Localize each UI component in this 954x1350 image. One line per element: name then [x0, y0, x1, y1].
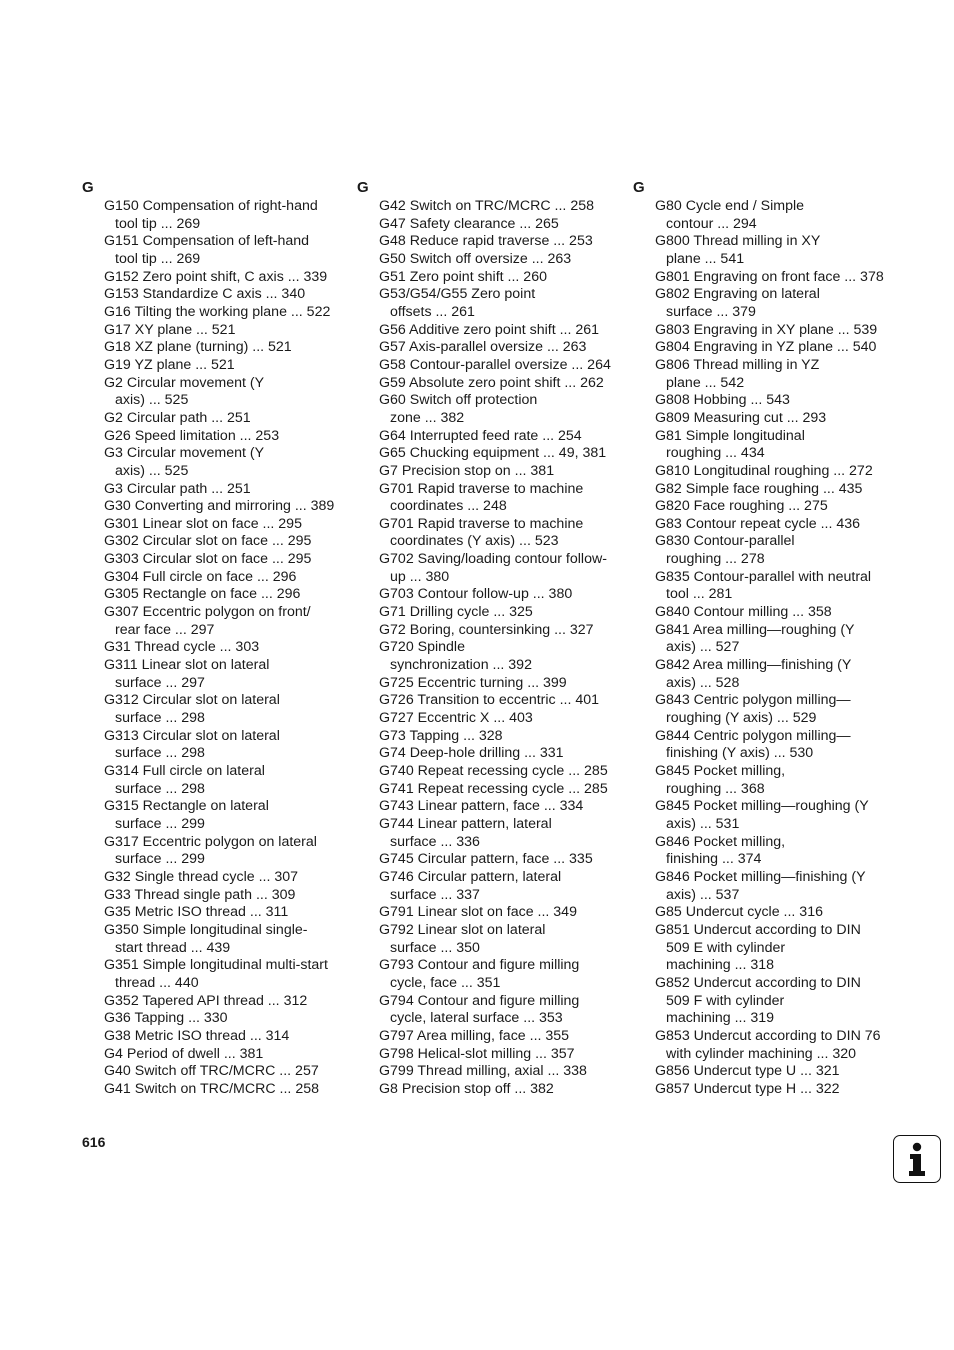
index-entry-text: G845 Pocket milling, — [655, 763, 786, 779]
index-entry-continuation: coordinates ... 248 — [390, 498, 507, 515]
index-entry-text: G351 Simple longitudinal multi-start — [104, 957, 328, 974]
index-entry-continuation: tool ... 281 — [666, 586, 733, 603]
index-entry-text: G743 Linear pattern, face ... 334 — [379, 798, 584, 815]
index-entry-continuation: cycle, lateral surface ... 353 — [390, 1010, 563, 1027]
index-entry-text: G57 Axis-parallel oversize ... 263 — [379, 339, 587, 356]
index-entry — [104, 481, 344, 499]
index-entry — [655, 357, 895, 392]
index-entry-continuation: axis) ... 528 — [666, 674, 740, 691]
index-entry — [104, 922, 344, 957]
index-entry — [379, 586, 619, 604]
index-entry-continuation: contour ... 294 — [666, 215, 757, 232]
index-entry — [104, 375, 344, 410]
index-entry-text: G59 Absolute zero point shift ... 262 — [379, 374, 604, 391]
index-entry-text: G809 Measuring cut ... 293 — [655, 409, 827, 426]
index-entry-text: G701 Rapid traverse to machine — [379, 515, 584, 532]
index-entry-text: G150 Compensation of right-hand — [104, 198, 318, 214]
index-entry-text: G85 Undercut cycle ... 316 — [655, 904, 823, 921]
index-entry-text: G305 Rectangle on face ... 296 — [104, 586, 301, 603]
index-entry — [379, 357, 619, 375]
index-entry-text: G72 Boring, countersinking ... 327 — [379, 621, 594, 638]
index-entry-continuation: tool tip ... 269 — [115, 250, 201, 267]
index-entry-continuation: tool tip ... 269 — [115, 215, 201, 232]
index-entry-text: G800 Thread milling in XY — [655, 233, 821, 250]
index-entry-text: G352 Tapered API thread ... 312 — [104, 992, 308, 1009]
index-entry — [104, 657, 344, 692]
index-entry-text: G857 Undercut type H ... 322 — [655, 1080, 840, 1097]
index-entry — [104, 763, 344, 798]
index-entry-text: G820 Face roughing ... 275 — [655, 498, 828, 515]
index-entry-text: G304 Full circle on face ... 296 — [104, 568, 297, 585]
index-entry-text: G17 XY plane ... 521 — [104, 321, 236, 338]
index-entry-text: G808 Hobbing ... 543 — [655, 392, 790, 409]
index-entry-continuation: rear face ... 297 — [115, 621, 215, 638]
index-entry — [655, 569, 895, 604]
index-entry — [379, 622, 619, 640]
index-entry — [379, 428, 619, 446]
index-entry-continuation: surface ... 297 — [115, 674, 205, 691]
index-entry-continuation: cycle, face ... 351 — [390, 974, 501, 991]
index-entry-text: G7 Precision stop on ... 381 — [379, 462, 555, 479]
index-entry-text: G74 Deep-hole drilling ... 331 — [379, 745, 564, 762]
index-entry-text: G740 Repeat recessing cycle ... 285 — [379, 763, 608, 779]
index-entry — [655, 233, 895, 268]
index-entry — [104, 533, 344, 551]
index-entry-text: G35 Metric ISO thread ... 311 — [104, 904, 289, 921]
index-entry-text: G803 Engraving in XY plane ... 539 — [655, 321, 878, 338]
index-entry — [655, 657, 895, 692]
index-entry-continuation: offsets ... 261 — [390, 303, 475, 320]
index-entry — [379, 286, 619, 321]
index-entry-text: G18 XZ plane (turning) ... 521 — [104, 339, 292, 356]
index-entry-continuation: axis) ... 525 — [115, 462, 189, 479]
index-entry — [104, 445, 344, 480]
index-entry — [104, 428, 344, 446]
section-letter: G — [357, 179, 369, 196]
index-entry — [379, 763, 619, 781]
index-entry — [655, 286, 895, 321]
index-entry — [655, 869, 895, 904]
index-entry-list — [82, 198, 344, 1098]
index-entry-text: G153 Standardize C axis ... 340 — [104, 286, 306, 303]
index-entry — [379, 781, 619, 799]
index-entry-continuation: surface ... 298 — [115, 780, 205, 797]
index-entry-text: G26 Speed limitation ... 253 — [104, 427, 280, 444]
index-entry — [104, 551, 344, 569]
index-column-3 — [633, 178, 895, 1098]
index-entry-continuation: surface ... 336 — [390, 833, 480, 850]
index-entry — [655, 322, 895, 340]
index-entry-text: G47 Safety clearance ... 265 — [379, 215, 559, 232]
index-entry — [104, 639, 344, 657]
index-entry — [379, 251, 619, 269]
index-entry — [379, 516, 619, 551]
index-entry-text: G3 Circular movement (Y — [104, 445, 265, 462]
index-entry-continuation: roughing ... 368 — [666, 780, 765, 797]
index-entry — [655, 904, 895, 922]
index-entry-text: G841 Area milling—roughing (Y — [655, 621, 855, 638]
index-entry-text: G801 Engraving on front face ... 378 — [655, 268, 884, 285]
index-entry-text: G741 Repeat recessing cycle ... 285 — [379, 780, 608, 797]
index-entry-text: G810 Longitudinal roughing ... 272 — [655, 462, 873, 479]
index-entry-text: G53/G54/G55 Zero point — [379, 286, 536, 303]
index-entry — [104, 904, 344, 922]
index-entry-continuation: 509 F with cylinder — [666, 992, 785, 1009]
index-entry — [379, 1081, 619, 1099]
index-entry-text: G720 Spindle — [379, 639, 465, 656]
index-entry-continuation: surface ... 299 — [115, 851, 205, 868]
index-entry — [655, 392, 895, 410]
index-entry-text: G315 Rectangle on lateral — [104, 798, 269, 815]
index-entry-continuation: roughing (Y axis) ... 529 — [666, 710, 817, 727]
index-entry — [104, 586, 344, 604]
index-entry — [104, 1081, 344, 1099]
index-entry-text: G301 Linear slot on face ... 295 — [104, 515, 302, 532]
index-entry — [379, 604, 619, 622]
index-entry-text: G840 Contour milling ... 358 — [655, 604, 832, 621]
index-entry-continuation: roughing ... 278 — [666, 551, 765, 568]
index-entry-text: G312 Circular slot on lateral — [104, 692, 280, 709]
index-entry-text: G746 Circular pattern, lateral — [379, 868, 562, 885]
index-column-2 — [357, 178, 619, 1098]
index-entry-text: G842 Area milling—finishing (Y — [655, 657, 852, 674]
index-entry-continuation: zone ... 382 — [390, 409, 465, 426]
info-icon — [893, 1135, 941, 1183]
index-entry-text: G853 Undercut according to DIN 76 — [655, 1027, 881, 1044]
index-entry-text: G83 Contour repeat cycle ... 436 — [655, 515, 861, 532]
index-entry — [379, 675, 619, 693]
index-entry — [104, 1010, 344, 1028]
index-entry-continuation: plane ... 542 — [666, 374, 745, 391]
index-entry — [104, 410, 344, 428]
index-entry-text: G33 Thread single path ... 309 — [104, 886, 296, 903]
index-entry-text: G852 Undercut according to DIN — [655, 974, 861, 991]
index-entry — [379, 993, 619, 1028]
index-entry — [655, 428, 895, 463]
index-entry-text: G81 Simple longitudinal — [655, 427, 805, 444]
index-entry — [655, 1063, 895, 1081]
index-entry-text: G16 Tilting the working plane ... 522 — [104, 303, 331, 320]
index-entry-text: G42 Switch on TRC/MCRC ... 258 — [379, 198, 594, 214]
index-entry-continuation: 509 E with cylinder — [666, 939, 786, 956]
index-entry-text: G30 Converting and mirroring ... 389 — [104, 498, 335, 515]
index-entry — [655, 604, 895, 622]
index-entry — [379, 692, 619, 710]
index-entry — [104, 728, 344, 763]
index-entry-text: G703 Contour follow-up ... 380 — [379, 586, 573, 603]
index-entry-text: G2 Circular path ... 251 — [104, 409, 251, 426]
index-entry — [379, 710, 619, 728]
index-entry-text: G350 Simple longitudinal single- — [104, 921, 308, 938]
index-entry-text: G32 Single thread cycle ... 307 — [104, 868, 299, 885]
index-entry — [379, 1046, 619, 1064]
index-entry — [379, 957, 619, 992]
index-entry-text: G806 Thread milling in YZ — [655, 356, 820, 373]
section-letter: G — [82, 179, 94, 196]
index-entry-text: G794 Contour and figure milling — [379, 992, 580, 1009]
index-entry-continuation: surface ... 379 — [666, 303, 756, 320]
index-entry-text: G48 Reduce rapid traverse ... 253 — [379, 233, 593, 250]
index-entry — [655, 975, 895, 1028]
index-entry — [379, 1063, 619, 1081]
index-entry-text: G830 Contour-parallel — [655, 533, 795, 550]
index-entry — [104, 604, 344, 639]
index-entry-text: G851 Undercut according to DIN — [655, 921, 861, 938]
index-entry — [104, 1046, 344, 1064]
index-entry — [379, 233, 619, 251]
index-entry — [379, 198, 619, 216]
index-entry-text: G835 Contour-parallel with neutral — [655, 568, 872, 585]
index-entry — [655, 834, 895, 869]
index-entry — [655, 728, 895, 763]
index-entry — [655, 533, 895, 568]
index-entry — [104, 887, 344, 905]
index-entry-text: G82 Simple face roughing ... 435 — [655, 480, 863, 497]
index-entry-continuation: with cylinder machining ... 320 — [666, 1045, 857, 1062]
index-entry-text: G726 Transition to eccentric ... 401 — [379, 692, 600, 709]
index-entry — [379, 551, 619, 586]
index-entry — [104, 233, 344, 268]
index-entry — [655, 1028, 895, 1063]
index-entry-text: G844 Centric polygon milling— — [655, 727, 851, 744]
index-entry — [104, 322, 344, 340]
index-entry-text: G58 Contour-parallel oversize ... 264 — [379, 356, 611, 373]
index-entry-continuation: axis) ... 537 — [666, 886, 740, 903]
page-number: 616 — [82, 1134, 106, 1150]
index-entry-text: G799 Thread milling, axial ... 338 — [379, 1063, 587, 1080]
index-entry-text: G2 Circular movement (Y — [104, 374, 265, 391]
index-entry-list — [633, 198, 895, 1098]
index-entry — [655, 692, 895, 727]
index-entry — [104, 1028, 344, 1046]
index-entry-continuation: finishing (Y axis) ... 530 — [666, 745, 814, 762]
index-entry — [655, 410, 895, 428]
index-entry — [104, 1063, 344, 1081]
index-entry-text: G8 Precision stop off ... 382 — [379, 1080, 554, 1097]
index-entry-text: G40 Switch off TRC/MCRC ... 257 — [104, 1063, 319, 1080]
index-entry-continuation: finishing ... 374 — [666, 851, 762, 868]
index-entry-continuation: coordinates (Y axis) ... 523 — [390, 533, 559, 550]
index-entry-text: G744 Linear pattern, lateral — [379, 815, 552, 832]
index-entry — [104, 339, 344, 357]
index-entry-text: G846 Pocket milling—finishing (Y — [655, 868, 866, 885]
index-entry-text: G151 Compensation of left-hand — [104, 233, 310, 250]
index-entry — [379, 922, 619, 957]
index-entry-text: G802 Engraving on lateral — [655, 286, 820, 303]
index-entry — [379, 904, 619, 922]
index-entry — [655, 498, 895, 516]
index-entry — [104, 869, 344, 887]
index-entry-continuation: axis) ... 525 — [115, 392, 189, 409]
index-entry — [104, 516, 344, 534]
index-entry-text: G856 Undercut type U ... 321 — [655, 1063, 840, 1080]
index-entry-text: G793 Contour and figure milling — [379, 957, 580, 974]
index-entry-text: G725 Eccentric turning ... 399 — [379, 674, 567, 691]
index-entry-text: G791 Linear slot on face ... 349 — [379, 904, 577, 921]
index-entry-continuation: up ... 380 — [390, 568, 450, 585]
index-entry-continuation: surface ... 337 — [390, 886, 480, 903]
index-entry-text: G314 Full circle on lateral — [104, 763, 265, 779]
index-entry — [655, 1081, 895, 1099]
index-entry-continuation: thread ... 440 — [115, 974, 199, 991]
index-entry-text: G303 Circular slot on face ... 295 — [104, 551, 312, 568]
index-entry — [379, 375, 619, 393]
index-entry — [655, 622, 895, 657]
index-entry — [655, 798, 895, 833]
index-entry-text: G38 Metric ISO thread ... 314 — [104, 1027, 290, 1044]
index-entry-text: G71 Drilling cycle ... 325 — [379, 604, 533, 621]
index-entry — [379, 463, 619, 481]
index-entry-text: G702 Saving/loading contour follow- — [379, 551, 607, 568]
index-entry-text: G152 Zero point shift, C axis ... 339 — [104, 268, 328, 285]
index-column-1 — [82, 178, 344, 1098]
index-entry-continuation: machining ... 319 — [666, 1010, 775, 1027]
index-entry — [379, 745, 619, 763]
index-entry-text: G307 Eccentric polygon on front/ — [104, 604, 311, 621]
index-entry — [104, 834, 344, 869]
index-entry — [655, 516, 895, 534]
index-entry-text: G19 YZ plane ... 521 — [104, 356, 235, 373]
index-entry — [655, 463, 895, 481]
index-entry-list — [357, 198, 619, 1098]
index-entry-continuation: synchronization ... 392 — [390, 657, 532, 674]
index-entry-continuation: axis) ... 527 — [666, 639, 740, 656]
index-entry — [379, 322, 619, 340]
index-entry — [379, 1028, 619, 1046]
index-entry — [655, 269, 895, 287]
index-entry — [104, 198, 344, 233]
index-entry-text: G317 Eccentric polygon on lateral — [104, 833, 317, 850]
index-entry — [379, 269, 619, 287]
index-entry-text: G804 Engraving in YZ plane ... 540 — [655, 339, 877, 356]
index-entry-continuation: surface ... 350 — [390, 939, 480, 956]
index-entry — [104, 993, 344, 1011]
index-entry-text: G50 Switch off oversize ... 263 — [379, 250, 572, 267]
index-entry-text: G846 Pocket milling, — [655, 833, 786, 850]
index-entry — [655, 339, 895, 357]
index-entry-continuation: plane ... 541 — [666, 250, 745, 267]
index-entry — [104, 357, 344, 375]
index-entry — [379, 639, 619, 674]
index-entry — [379, 339, 619, 357]
index-entry-text: G73 Tapping ... 328 — [379, 727, 503, 744]
index-entry-continuation: surface ... 298 — [115, 745, 205, 762]
index-entry — [655, 922, 895, 975]
index-entry — [104, 269, 344, 287]
index-entry-text: G41 Switch on TRC/MCRC ... 258 — [104, 1080, 319, 1097]
index-entry-continuation: axis) ... 531 — [666, 815, 740, 832]
index-entry — [379, 216, 619, 234]
index-entry-text: G80 Cycle end / Simple — [655, 198, 805, 214]
index-entry-text: G745 Circular pattern, face ... 335 — [379, 851, 593, 868]
index-entry-text: G797 Area milling, face ... 355 — [379, 1027, 570, 1044]
section-letter: G — [633, 179, 645, 196]
index-entry — [655, 763, 895, 798]
index-entry-text: G60 Switch off protection — [379, 392, 538, 409]
index-entry — [655, 198, 895, 233]
index-entry — [104, 286, 344, 304]
index-entry — [379, 798, 619, 816]
index-entry-continuation: surface ... 299 — [115, 815, 205, 832]
index-entry — [379, 481, 619, 516]
index-entry — [104, 692, 344, 727]
index-entry-text: G65 Chucking equipment ... 49, 381 — [379, 445, 607, 462]
index-entry-text: G56 Additive zero point shift ... 261 — [379, 321, 600, 338]
index-entry — [379, 869, 619, 904]
index-entry — [379, 851, 619, 869]
index-entry-text: G792 Linear slot on lateral — [379, 921, 546, 938]
index-entry-text: G798 Helical-slot milling ... 357 — [379, 1045, 575, 1062]
index-entry-text: G727 Eccentric X ... 403 — [379, 710, 533, 727]
index-entry-text: G51 Zero point shift ... 260 — [379, 268, 547, 285]
index-entry-text: G843 Centric polygon milling— — [655, 692, 851, 709]
index-entry-text: G302 Circular slot on face ... 295 — [104, 533, 312, 550]
index-entry — [104, 798, 344, 833]
index-entry-text: G4 Period of dwell ... 381 — [104, 1045, 264, 1062]
index-entry-text: G36 Tapping ... 330 — [104, 1010, 228, 1027]
index-entry-continuation: machining ... 318 — [666, 957, 775, 974]
index-entry — [104, 304, 344, 322]
index-entry — [104, 957, 344, 992]
index-entry-text: G313 Circular slot on lateral — [104, 727, 280, 744]
index-entry-continuation: start thread ... 439 — [115, 939, 231, 956]
index-entry-continuation: roughing ... 434 — [666, 445, 765, 462]
index-entry-text: G31 Thread cycle ... 303 — [104, 639, 260, 656]
info-glyph — [894, 1136, 939, 1181]
index-entry — [379, 392, 619, 427]
index-entry — [104, 569, 344, 587]
index-entry — [379, 816, 619, 851]
index-entry-continuation: surface ... 298 — [115, 710, 205, 727]
index-entry — [379, 728, 619, 746]
index-entry-text: G845 Pocket milling—roughing (Y — [655, 798, 869, 815]
index-entry-text: G701 Rapid traverse to machine — [379, 480, 584, 497]
index-entry — [379, 445, 619, 463]
index-entry — [655, 481, 895, 499]
index-entry — [104, 498, 344, 516]
index-entry-text: G3 Circular path ... 251 — [104, 480, 251, 497]
index-entry-text: G311 Linear slot on lateral — [104, 657, 270, 674]
index-entry-text: G64 Interrupted feed rate ... 254 — [379, 427, 582, 444]
